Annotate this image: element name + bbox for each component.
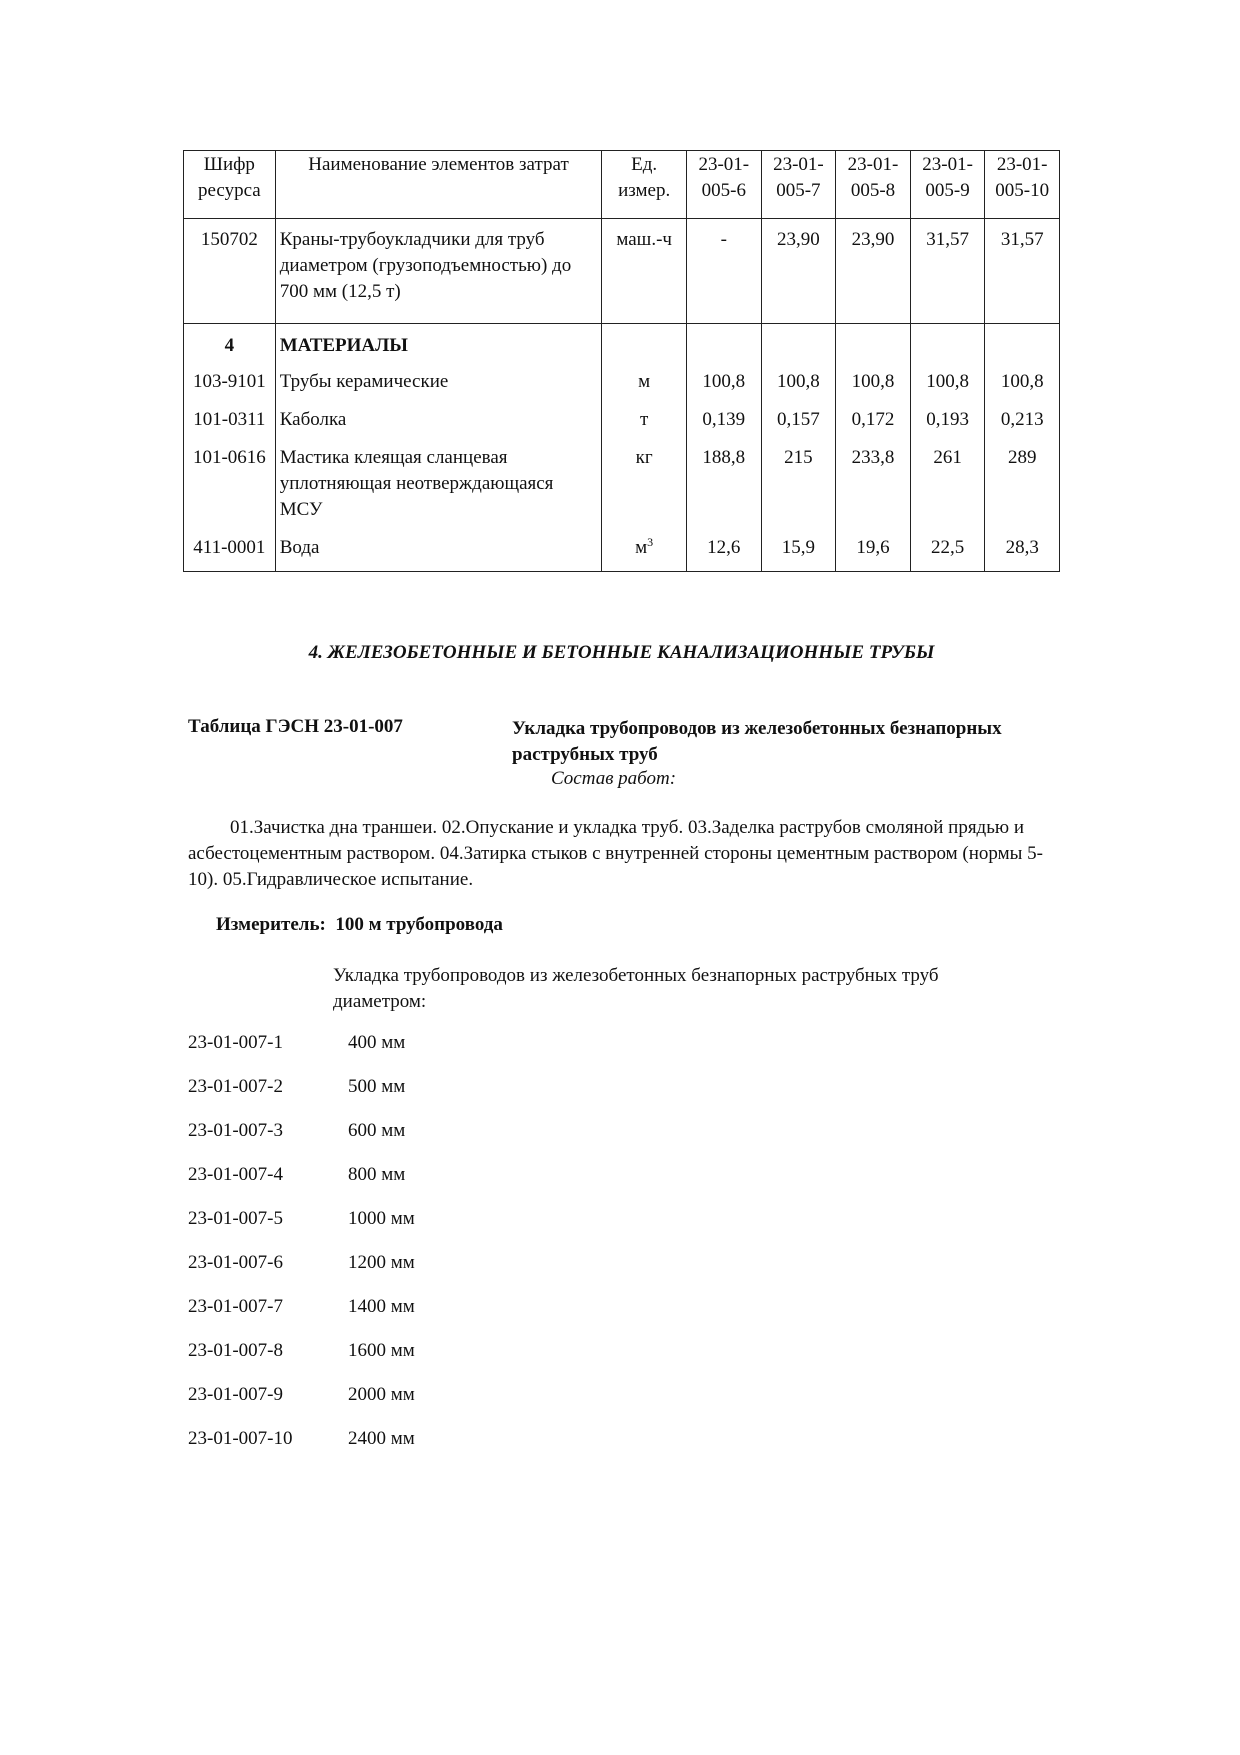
section-title: 4. ЖЕЛЕЗОБЕТОННЫЕ И БЕТОННЫЕ КАНАЛИЗАЦИОННЫЕ ТРУБЫ — [308, 642, 935, 663]
table-row — [184, 529, 1060, 572]
table-name: Укладка трубопроводов из железобетонных безнапорных раструбных труб — [512, 718, 1002, 765]
norm-diameter: 1600 мм — [348, 1340, 415, 1361]
header-cell: Шифр ресурса — [184, 151, 276, 219]
unit-exponent: 3 — [647, 535, 654, 549]
resource-value: 261 — [910, 439, 985, 529]
resource-value: 188,8 — [687, 439, 762, 529]
resource-value: 233,8 — [836, 439, 911, 529]
resource-unit: маш.-ч — [602, 219, 687, 324]
header-cell: 23-01-005-7 — [761, 151, 836, 219]
resource-unit: кг — [602, 439, 687, 529]
resource-value: 100,8 — [910, 363, 985, 401]
resource-code: 101-0616 — [184, 439, 276, 529]
resource-name: Вода — [275, 529, 602, 572]
resource-value: 0,157 — [761, 401, 836, 439]
norm-code: 23-01-007-10 — [188, 1428, 293, 1449]
norm-diameter: 400 мм — [348, 1032, 406, 1053]
resource-name: Мастика клеящая сланцевая уплотняющая неотверждающаяся МСУ — [275, 439, 602, 529]
header-cell: 23-01-005-10 — [985, 151, 1060, 219]
table-code: Таблица ГЭСН 23-01-007 — [188, 716, 403, 737]
resource-value: 22,5 — [910, 529, 985, 572]
header-cell: 23-01-005-9 — [910, 151, 985, 219]
list-item — [188, 1118, 415, 1162]
resource-code: 411-0001 — [184, 529, 276, 572]
table-row — [184, 219, 1060, 324]
resource-name: Каболка — [275, 401, 602, 439]
norm-code: 23-01-007-7 — [188, 1296, 283, 1317]
list-item — [188, 1162, 415, 1206]
norm-code: 23-01-007-2 — [188, 1076, 283, 1097]
resource-code: 103-9101 — [184, 363, 276, 401]
norm-code: 23-01-007-6 — [188, 1252, 283, 1273]
resource-unit — [602, 529, 687, 572]
norm-code: 23-01-007-3 — [188, 1120, 283, 1141]
section-name: МАТЕРИАЛЫ — [275, 324, 602, 364]
resource-code: 150702 — [184, 219, 276, 324]
table-header-row — [184, 151, 1060, 219]
resource-code: 101-0311 — [184, 401, 276, 439]
norm-diameter: 1000 мм — [348, 1208, 415, 1229]
list-item — [188, 1206, 415, 1250]
norm-diameter: 2400 мм — [348, 1428, 415, 1449]
resource-value: 31,57 — [985, 219, 1060, 324]
resource-name: Трубы керамические — [275, 363, 602, 401]
measure-value: 100 м трубопровода — [335, 914, 503, 935]
work-composition-label: Состав работ: — [551, 768, 677, 789]
norm-diameter: 1400 мм — [348, 1296, 415, 1317]
header-cell: 23-01-005-6 — [687, 151, 762, 219]
resource-value: 31,57 — [910, 219, 985, 324]
resource-value: 100,8 — [985, 363, 1060, 401]
resource-value: 28,3 — [985, 529, 1060, 572]
measure-label: Измеритель: — [216, 914, 326, 935]
list-item — [188, 1426, 415, 1470]
resource-value: 100,8 — [761, 363, 836, 401]
list-item — [188, 1250, 415, 1294]
resource-value: 0,213 — [985, 401, 1060, 439]
resource-value: 15,9 — [761, 529, 836, 572]
table-row — [184, 363, 1060, 401]
resource-value: 0,193 — [910, 401, 985, 439]
table-row — [184, 439, 1060, 529]
resource-value: 0,139 — [687, 401, 762, 439]
resource-value: 23,90 — [836, 219, 911, 324]
norm-description: Укладка трубопроводов из железобетонных безнапорных раструбных труб диаметром: — [333, 965, 939, 1012]
norm-code-list — [188, 1030, 415, 1470]
norm-code: 23-01-007-4 — [188, 1164, 283, 1185]
resource-value: - — [687, 219, 762, 324]
header-cell: 23-01-005-8 — [836, 151, 911, 219]
list-item — [188, 1338, 415, 1382]
norm-diameter: 500 мм — [348, 1076, 406, 1097]
list-item — [188, 1030, 415, 1074]
resource-unit: т — [602, 401, 687, 439]
norm-code: 23-01-007-8 — [188, 1340, 283, 1361]
header-cell: Ед. измер. — [602, 151, 687, 219]
unit-base: м — [635, 537, 648, 558]
resource-value: 0,172 — [836, 401, 911, 439]
list-item — [188, 1294, 415, 1338]
norm-code: 23-01-007-9 — [188, 1384, 283, 1405]
resource-unit: м — [602, 363, 687, 401]
resource-name: Краны-трубоукладчики для труб диаметром (грузоподъемностью) до 700 мм (12,5 т) — [275, 219, 602, 324]
norm-diameter: 1200 мм — [348, 1252, 415, 1273]
measure-line — [216, 914, 503, 936]
section-number: 4 — [184, 324, 276, 364]
resource-value: 289 — [985, 439, 1060, 529]
list-item — [188, 1382, 415, 1426]
resource-value: 100,8 — [687, 363, 762, 401]
resource-value: 19,6 — [836, 529, 911, 572]
section-row — [184, 324, 1060, 364]
resource-value: 12,6 — [687, 529, 762, 572]
norm-diameter: 800 мм — [348, 1164, 406, 1185]
resource-value: 23,90 — [761, 219, 836, 324]
resource-table — [183, 150, 1060, 572]
norm-code: 23-01-007-1 — [188, 1032, 283, 1053]
header-cell: Наименование элементов затрат — [275, 151, 602, 219]
resource-value: 215 — [761, 439, 836, 529]
norm-diameter: 2000 мм — [348, 1384, 415, 1405]
table-row — [184, 401, 1060, 439]
norm-diameter: 600 мм — [348, 1120, 406, 1141]
resource-value: 100,8 — [836, 363, 911, 401]
norm-code: 23-01-007-5 — [188, 1208, 283, 1229]
list-item — [188, 1074, 415, 1118]
work-composition-text: 01.Зачистка дна траншеи. 02.Опускание и укладка труб. 03.Заделка раструбов смоляной прядью и асбестоцементным раствором. 04.Затирка стыков с внутренней стороны цементным раствором (нормы 5-10). 05.Гидравлическое испытание. — [188, 817, 1043, 890]
